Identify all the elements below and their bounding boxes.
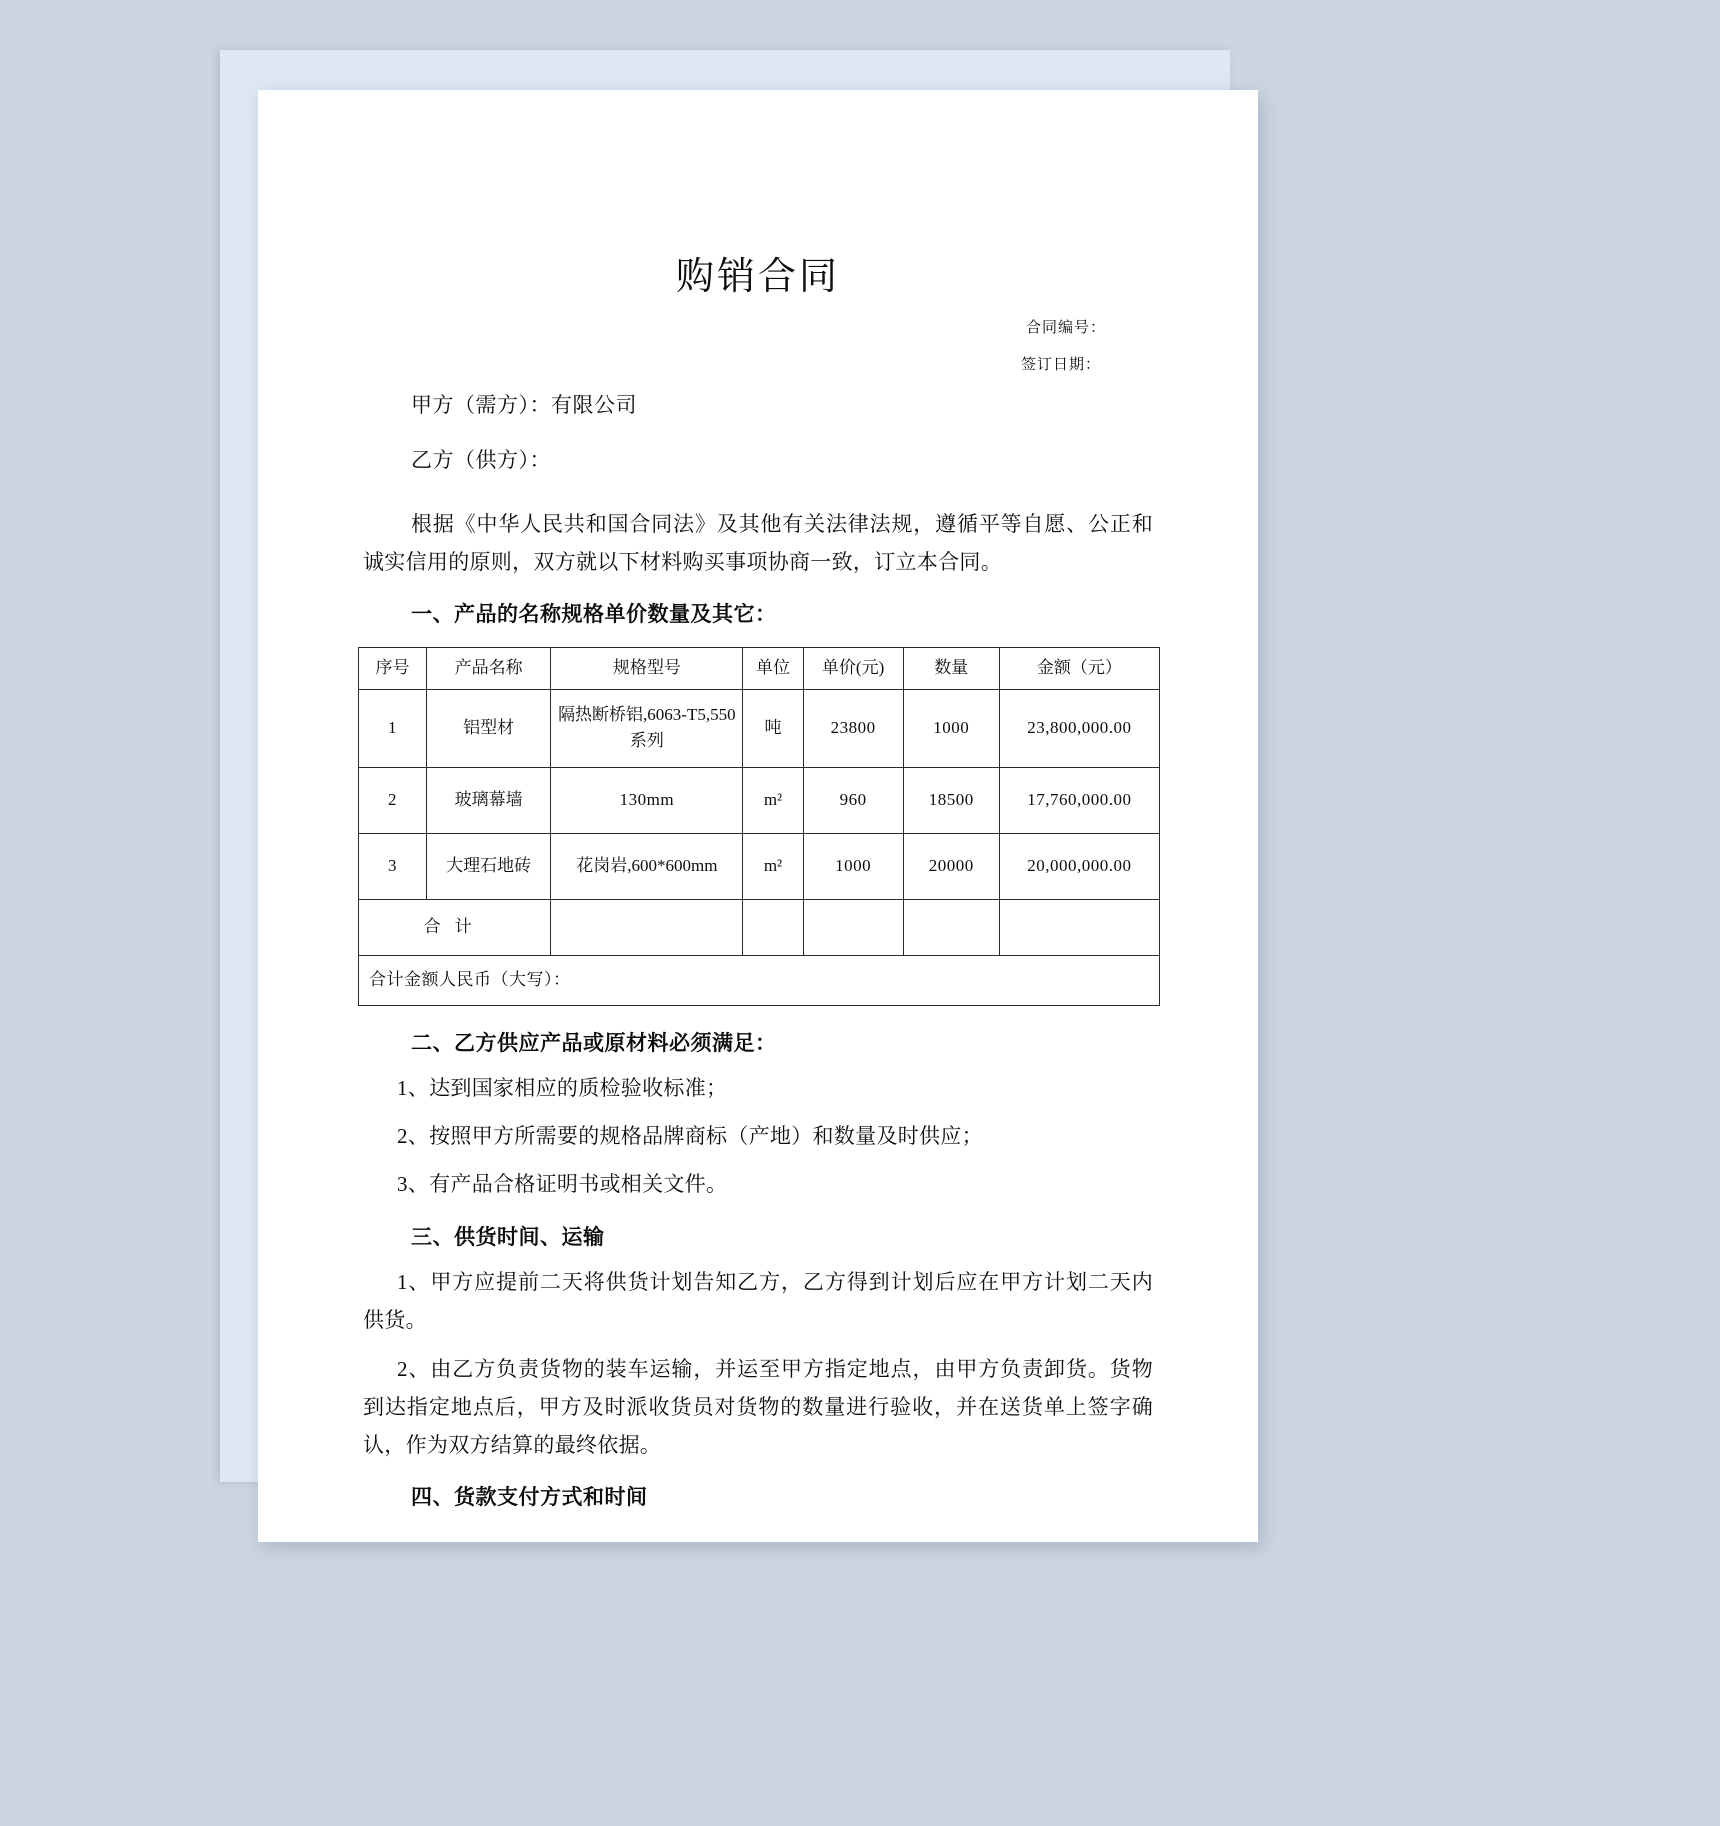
cell-qty: 1000	[903, 689, 999, 767]
cell-price: 23800	[803, 689, 903, 767]
col-header-price: 单价(元)	[803, 647, 903, 689]
table-total-row	[359, 899, 1160, 955]
section-1-heading: 一、产品的名称规格单价数量及其它：	[411, 602, 777, 627]
list-item: 1、甲方应提前二天将供货计划告知乙方，乙方得到计划后应在甲方计划二天内供货。	[363, 1270, 1153, 1333]
grand-total-label: 合计金额人民币（大写）：	[359, 955, 1160, 1005]
table-header-row	[359, 647, 1160, 689]
document-page	[258, 90, 1258, 1542]
sign-date-label: 签订日期：	[1020, 356, 1101, 373]
cell-amount: 20,000,000.00	[999, 833, 1159, 899]
content-area	[258, 392, 1258, 631]
preamble-paragraph: 根据《中华人民共和国合同法》及其他有关法律法规，遵循平等自愿、公正和诚实信用的原则，双方就以下材料购买事项协商一致，订立本合同。	[363, 511, 1153, 574]
section-2-heading: 二、乙方供应产品或原材料必须满足：	[411, 1030, 777, 1055]
party-a-line: 甲方（需方）：有限公司	[411, 392, 637, 417]
table-grand-total-row	[359, 955, 1160, 1005]
total-price	[803, 899, 903, 955]
col-header-qty: 数量	[903, 647, 999, 689]
cell-spec: 隔热断桥铝,6063-T5,550 系列	[551, 689, 743, 767]
col-header-spec: 规格型号	[551, 647, 743, 689]
cell-price: 1000	[803, 833, 903, 899]
party-b-line: 乙方（供方）：	[411, 447, 551, 472]
contract-meta	[258, 321, 1258, 373]
table-row	[359, 689, 1160, 767]
cell-amount: 23,800,000.00	[999, 689, 1159, 767]
total-spec	[551, 899, 743, 955]
section-4-heading: 四、货款支付方式和时间	[411, 1485, 648, 1510]
cell-spec: 花岗岩,600*600mm	[551, 833, 743, 899]
list-item: 1、达到国家相应的质检验收标准；	[397, 1076, 728, 1101]
cell-name: 大理石地砖	[427, 833, 551, 899]
contract-number-label: 合同编号：	[1025, 319, 1106, 336]
section-3-heading: 三、供货时间、运输	[411, 1224, 605, 1249]
table-row	[359, 833, 1160, 899]
total-amount	[999, 899, 1159, 955]
cell-no: 3	[359, 833, 427, 899]
col-header-amount: 金额（元）	[999, 647, 1159, 689]
cell-no: 1	[359, 689, 427, 767]
cell-spec: 130mm	[551, 767, 743, 833]
cell-unit: 吨	[743, 689, 803, 767]
col-header-name: 产品名称	[427, 647, 551, 689]
cell-name: 玻璃幕墙	[427, 767, 551, 833]
cell-no: 2	[359, 767, 427, 833]
cell-unit: m²	[743, 767, 803, 833]
cell-name: 铝型材	[427, 689, 551, 767]
total-label: 合计	[359, 899, 551, 955]
cell-unit: m²	[743, 833, 803, 899]
list-item: 3、有产品合格证明书或相关文件。	[397, 1172, 728, 1197]
total-unit	[743, 899, 803, 955]
total-qty	[903, 899, 999, 955]
list-item: 2、由乙方负责货物的装车运输，并运至甲方指定地点，由甲方负责卸货。货物到达指定地点后，甲方及时派收货员对货物的数量进行验收，并在送货单上签字确认，作为双方结算的最终依据。	[363, 1356, 1153, 1458]
cell-qty: 18500	[903, 767, 999, 833]
cell-qty: 20000	[903, 833, 999, 899]
table-row	[359, 767, 1160, 833]
col-header-unit: 单位	[743, 647, 803, 689]
list-item: 2、按照甲方所需要的规格品牌商标（产地）和数量及时供应；	[397, 1124, 983, 1149]
products-table	[358, 647, 1160, 1006]
page-title: 购销合同	[675, 256, 840, 298]
cell-amount: 17,760,000.00	[999, 767, 1159, 833]
cell-price: 960	[803, 767, 903, 833]
document-body	[258, 90, 1258, 1542]
col-header-no: 序号	[359, 647, 427, 689]
content-area-lower	[258, 1028, 1258, 1514]
products-table-wrapper	[258, 647, 1258, 1006]
